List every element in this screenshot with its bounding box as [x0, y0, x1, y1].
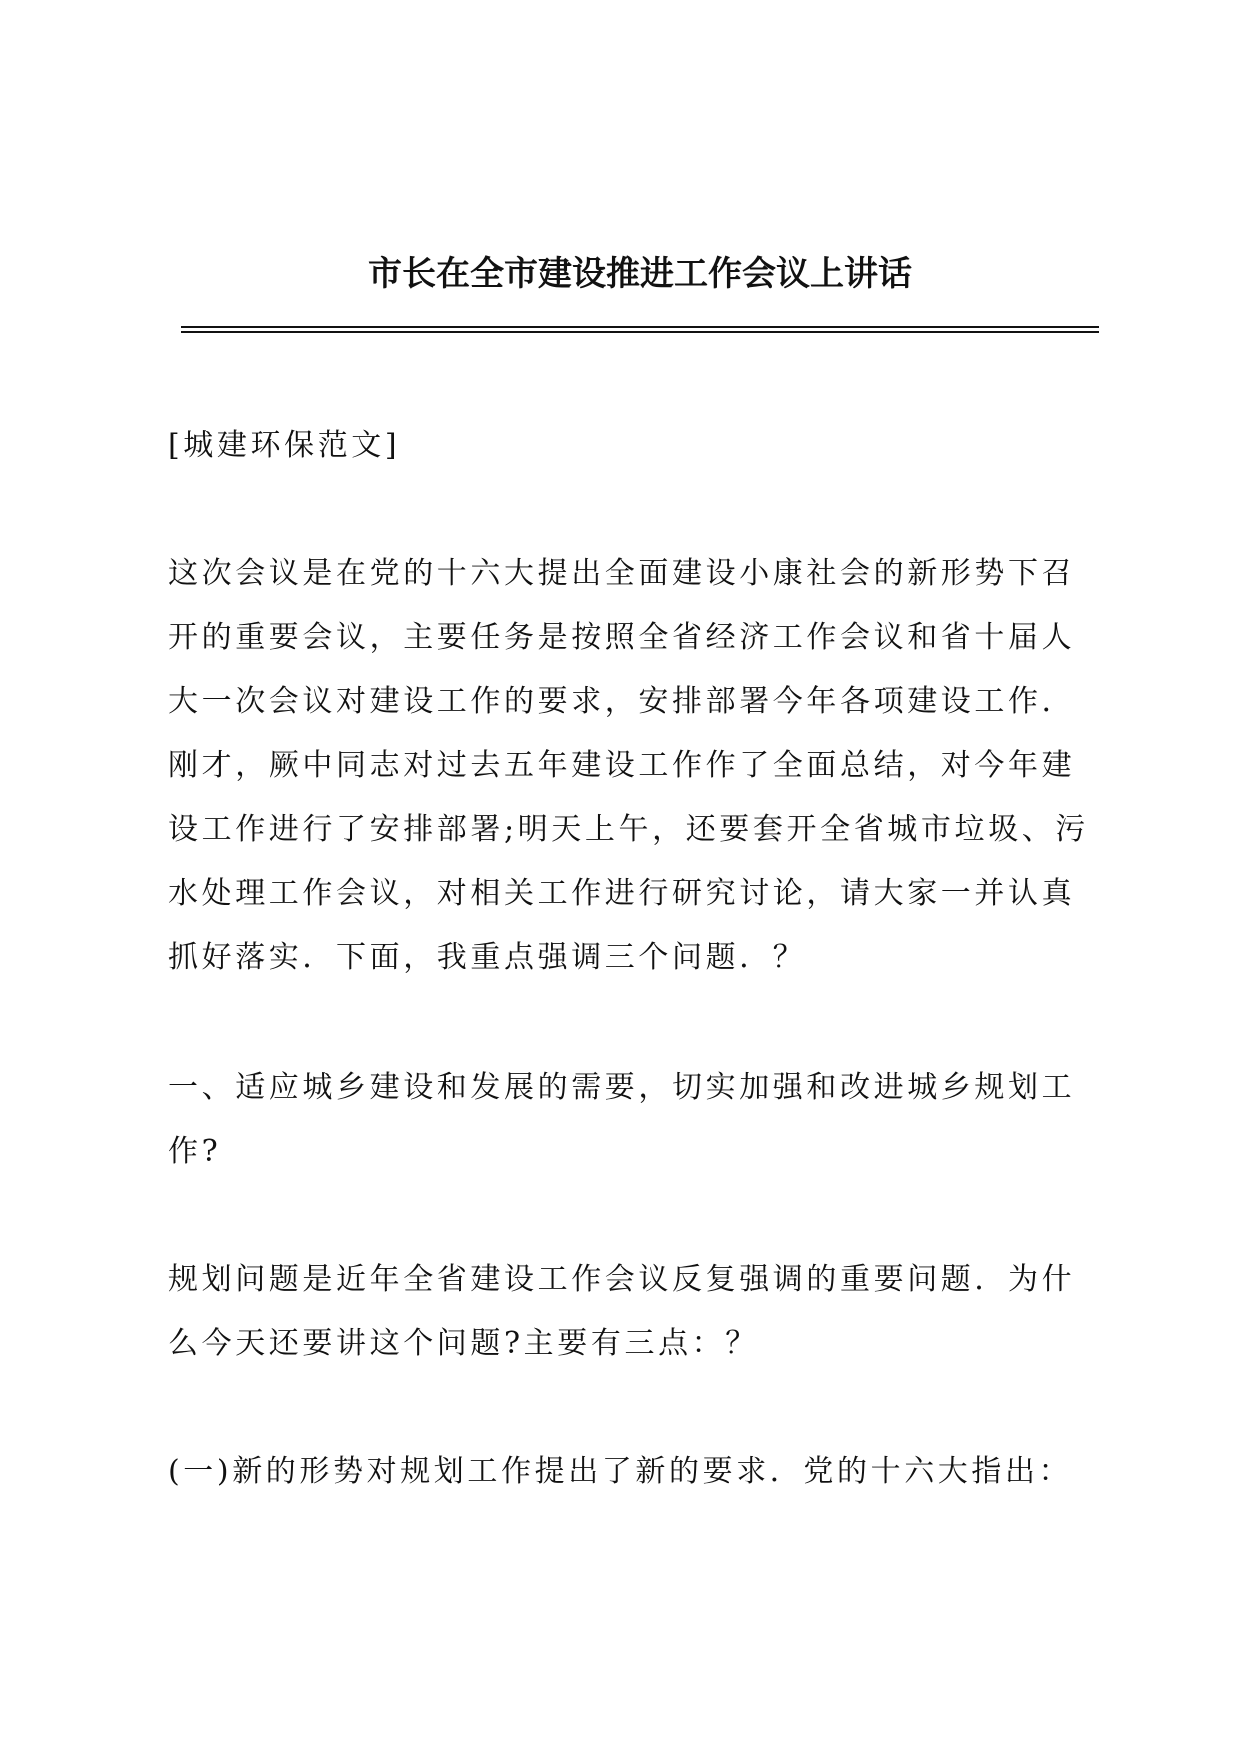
- title-divider-bottom: [181, 331, 1099, 333]
- category-label: [城建环保范文]: [168, 428, 401, 463]
- reason-paragraph: 规划问题是近年全省建设工作会议反复强调的重要问题．为什么今天还要讲这个问题?主要有三点：？: [168, 1262, 1076, 1361]
- point-one-paragraph: (一)新的形势对规划工作提出了新的要求．党的十六大指出：: [168, 1454, 1073, 1489]
- section-heading-one: 一、适应城乡建设和发展的需要，切实加强和改进城乡规划工作?: [168, 1070, 1076, 1169]
- document-title: 市长在全市建设推进工作会议上讲话: [368, 254, 912, 294]
- intro-paragraph: 这次会议是在党的十六大提出全面建设小康社会的新形势下召开的重要会议，主要任务是按照全省经济工作会议和省十届人大一次会议对建设工作的要求，安排部署今年各项建设工作．刚才，厥中同志对过去五年建设工作作了全面总结，对今年建设工作进行了安排部署;明天上午，还要套开全省城市垃圾、污水处理工作会议，对相关工作进行研究讨论，请大家一并认真抓好落实．下面，我重点强调三个问题．？: [168, 556, 1089, 975]
- title-divider-top: [181, 326, 1099, 328]
